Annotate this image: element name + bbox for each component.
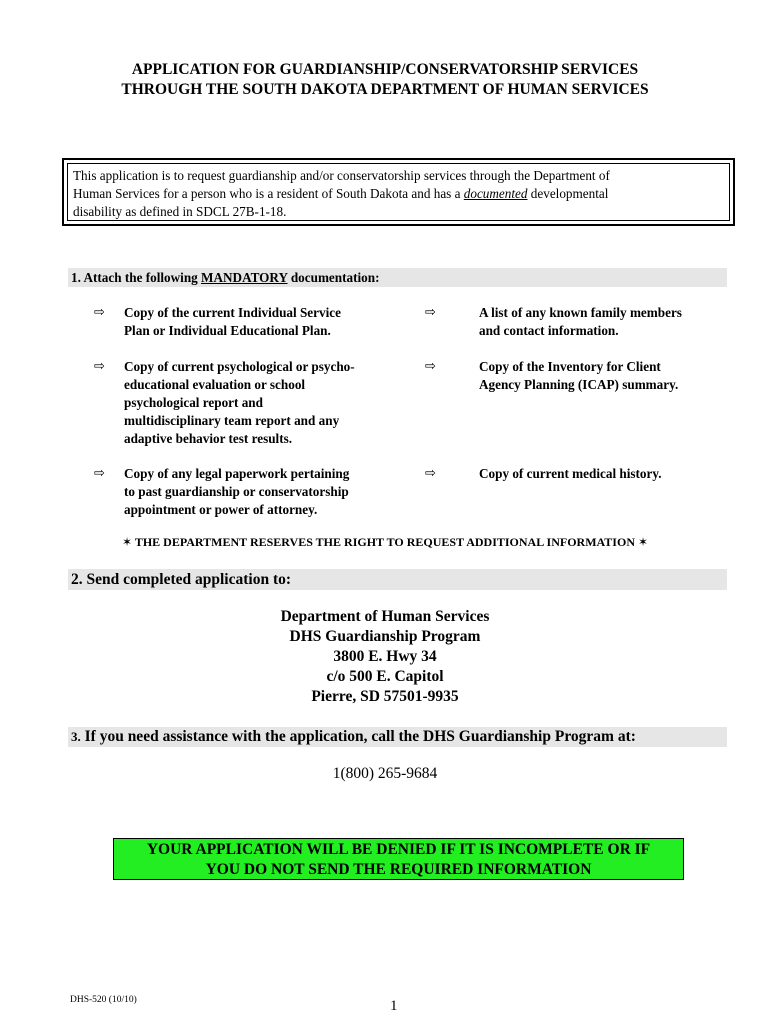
doc-item-line: psychological report and bbox=[124, 395, 263, 410]
arrow-icon: ⇨ bbox=[425, 359, 436, 374]
doc-item-line: Copy of current psychological or psycho- bbox=[124, 359, 355, 374]
title-line-2: THROUGH THE SOUTH DAKOTA DEPARTMENT OF HUMAN SERVICES bbox=[121, 81, 649, 98]
arrow-icon: ⇨ bbox=[94, 359, 105, 374]
section-2-heading: 2. Send completed application to: bbox=[68, 569, 727, 590]
doc-item-line: educational evaluation or school bbox=[124, 377, 306, 392]
doc-item-line: Copy of the Inventory for Client bbox=[479, 359, 661, 374]
mailing-address bbox=[0, 607, 770, 707]
doc-item-line: multidisciplinary team report and any bbox=[124, 413, 340, 428]
arrow-icon: ⇨ bbox=[425, 305, 436, 320]
star-icon: ✶ bbox=[121, 535, 133, 549]
section-1-heading bbox=[68, 268, 727, 287]
section-3-heading bbox=[68, 727, 727, 747]
doc-item-line: adaptive behavior test results. bbox=[124, 431, 293, 446]
page-number: 1 bbox=[390, 998, 398, 1014]
doc-item-iep bbox=[124, 304, 341, 340]
address-line: 3800 E. Hwy 34 bbox=[333, 648, 437, 665]
section-1-prefix: 1. Attach the following bbox=[71, 270, 202, 285]
section-3-number: 3. bbox=[71, 729, 81, 744]
intro-line-3: disability as defined in SDCL 27B-1-18. bbox=[73, 204, 287, 219]
doc-item-line: appointment or power of attorney. bbox=[124, 502, 318, 517]
doc-item-line: to past guardianship or conservatorship bbox=[124, 484, 349, 499]
intro-line-1: This application is to request guardianship and/or conservatorship services through the Department of bbox=[73, 168, 610, 183]
address-line: c/o 500 E. Capitol bbox=[326, 668, 444, 685]
address-line: Department of Human Services bbox=[280, 608, 490, 625]
doc-item-line: Plan or Individual Educational Plan. bbox=[124, 323, 331, 338]
section-3-text: If you need assistance with the application, call the DHS Guardianship Program at: bbox=[80, 728, 636, 745]
doc-item-line: A list of any known family members bbox=[479, 305, 682, 320]
star-icon: ✶ bbox=[637, 535, 649, 549]
reserve-note bbox=[0, 533, 770, 551]
section-1-suffix: documentation: bbox=[287, 270, 380, 285]
doc-item-icap bbox=[479, 358, 678, 394]
doc-item-family-members bbox=[479, 304, 682, 340]
phone-number: 1(800) 265-9684 bbox=[332, 765, 438, 782]
intro-line-2 bbox=[73, 185, 724, 203]
arrow-icon: ⇨ bbox=[94, 466, 105, 481]
doc-item-line: Copy of any legal paperwork pertaining bbox=[124, 466, 350, 481]
doc-item-medical-history bbox=[479, 465, 662, 483]
doc-item-psych-evaluation bbox=[124, 358, 355, 448]
reserve-note-text: THE DEPARTMENT RESERVES THE RIGHT TO REQUEST ADDITIONAL INFORMATION bbox=[134, 535, 635, 549]
warning-banner bbox=[113, 838, 684, 880]
address-line: DHS Guardianship Program bbox=[289, 628, 481, 645]
warning-line-2: YOU DO NOT SEND THE REQUIRED INFORMATION bbox=[205, 861, 592, 878]
intro-box bbox=[62, 158, 735, 226]
intro-line-2-start: Human Services for a person who is a resident of South Dakota and has a bbox=[73, 186, 464, 201]
title-line-1: APPLICATION FOR GUARDIANSHIP/CONSERVATORSHIP SERVICES bbox=[131, 61, 639, 78]
doc-item-line: Copy of the current Individual Service bbox=[124, 305, 341, 320]
form-id: DHS-520 (10/10) bbox=[70, 995, 137, 1005]
documented-emphasis: documented bbox=[463, 186, 528, 201]
warning-line-1: YOUR APPLICATION WILL BE DENIED IF IT IS INCOMPLETE OR IF bbox=[146, 841, 651, 858]
doc-item-legal-paperwork bbox=[124, 465, 349, 519]
arrow-icon: ⇨ bbox=[94, 305, 105, 320]
doc-item-line: Agency Planning (ICAP) summary. bbox=[479, 377, 679, 392]
address-line: Pierre, SD 57501-9935 bbox=[311, 688, 459, 705]
doc-item-line: Copy of current medical history. bbox=[479, 466, 662, 481]
intro-text bbox=[67, 163, 730, 221]
mandatory-emphasis: MANDATORY bbox=[201, 270, 288, 285]
intro-line-2-end: developmental bbox=[527, 186, 609, 201]
doc-item-line: and contact information. bbox=[479, 323, 619, 338]
arrow-icon: ⇨ bbox=[425, 466, 436, 481]
